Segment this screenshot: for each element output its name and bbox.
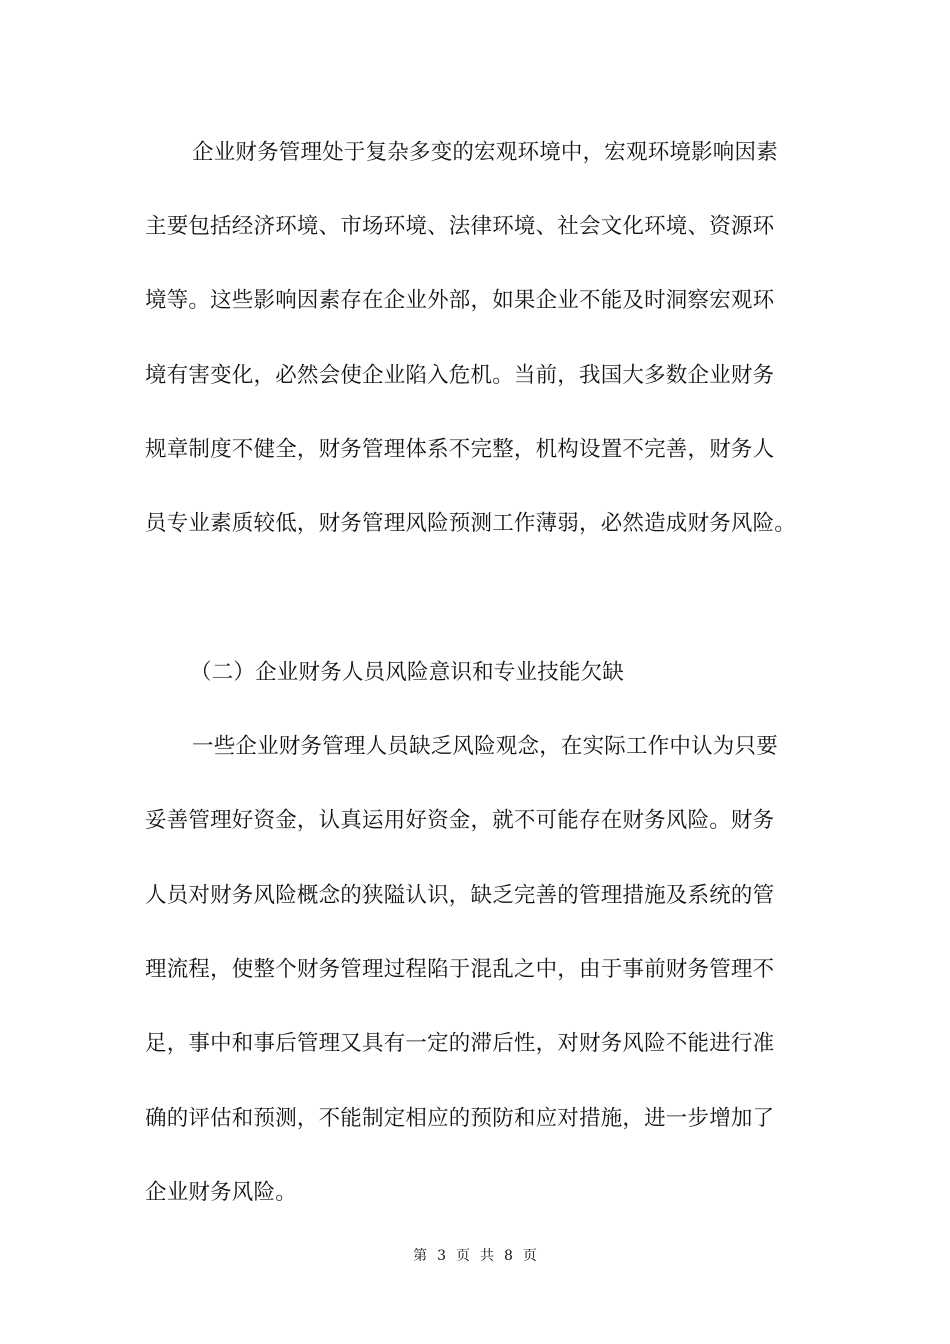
footer-page-unit: 页 bbox=[456, 1248, 470, 1264]
footer-page-prefix: 第 bbox=[413, 1248, 428, 1264]
paragraph-line: 一些企业财务管理人员缺乏风险观念，在实际工作中认为只要 bbox=[192, 734, 778, 759]
section-heading: （二）企业财务人员风险意识和专业技能欠缺 bbox=[190, 660, 625, 685]
paragraph-line: 企业财务风险。 bbox=[145, 1180, 297, 1205]
paragraph-line: 足，事中和事后管理又具有一定的滞后性，对财务风险不能进行准 bbox=[145, 1031, 775, 1056]
footer-total-pages: 8 bbox=[504, 1248, 513, 1264]
paragraph-line: 理流程，使整个财务管理过程陷于混乱之中，由于事前财务管理不 bbox=[145, 957, 775, 982]
paragraph-line: 员专业素质较低，财务管理风险预测工作薄弱，必然造成财务风险。 bbox=[145, 511, 797, 536]
paragraph-line: 人员对财务风险概念的狭隘认识，缺乏完善的管理措施及系统的管 bbox=[145, 883, 775, 908]
paragraph-line: 企业财务管理处于复杂多变的宏观环境中，宏观环境影响因素 bbox=[192, 140, 778, 165]
page-footer bbox=[0, 1246, 950, 1266]
paragraph-line: 境有害变化，必然会使企业陷入危机。当前，我国大多数企业财务 bbox=[145, 363, 775, 388]
footer-total-unit: 页 bbox=[522, 1248, 537, 1264]
paragraph-line: 主要包括经济环境、市场环境、法律环境、社会文化环境、资源环 bbox=[145, 214, 775, 239]
paragraph-line: 境等。这些影响因素存在企业外部，如果企业不能及时洞察宏观环 bbox=[145, 288, 775, 313]
footer-current-page: 3 bbox=[437, 1248, 446, 1264]
paragraph-line: 确的评估和预测，不能制定相应的预防和应对措施，进一步增加了 bbox=[145, 1106, 775, 1131]
paragraph-line: 妥善管理好资金，认真运用好资金，就不可能存在财务风险。财务 bbox=[145, 808, 775, 833]
footer-total-prefix: 共 bbox=[480, 1248, 494, 1264]
paragraph-line: 规章制度不健全，财务管理体系不完整，机构设置不完善，财务人 bbox=[145, 437, 775, 462]
